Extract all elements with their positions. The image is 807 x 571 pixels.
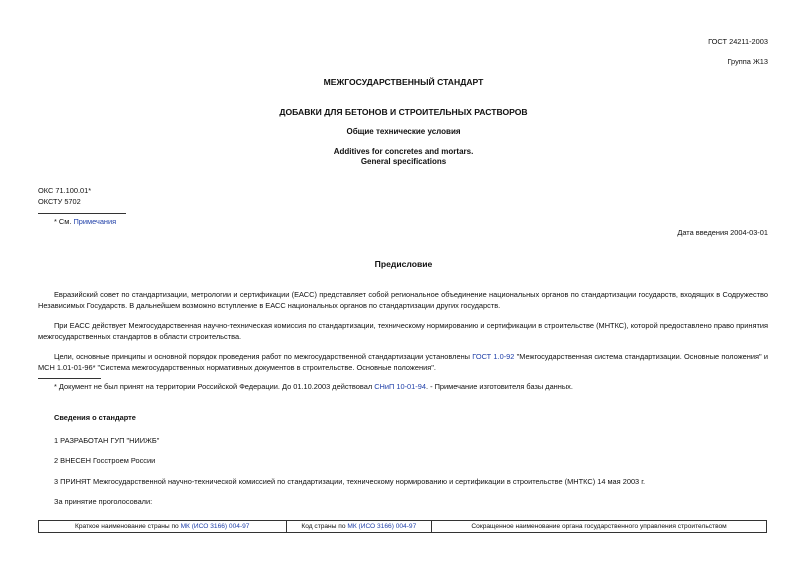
notes-link[interactable]: Примечания <box>73 217 117 226</box>
footnote-see-notes <box>54 217 116 226</box>
english-title-line1: Additives for concretes and mortars. <box>333 147 474 156</box>
introduction-date: Дата введения 2004-03-01 <box>677 228 768 237</box>
document-subtitle: Общие технические условия <box>346 127 461 136</box>
info-item-2: 2 ВНЕСЕН Госстроем России <box>54 456 156 465</box>
info-item-3: 3 ПРИНЯТ Межгосударственной научно-технической комиссией по стандартизации, техническому нормированию и сертификации в строительстве (МНТКС) 14 мая 2003 г. <box>54 477 646 486</box>
okstu-code: ОКСТУ 5702 <box>38 197 81 206</box>
database-note-text-a: * Документ не был принят на территории Российской Федерации. До 01.10.2003 действовал <box>54 382 375 391</box>
gost-number: ГОСТ 24211-2003 <box>708 37 768 46</box>
mk-iso-link-2[interactable]: МК (ИСО 3166) 004-97 <box>347 523 417 530</box>
foreword-heading: Предисловие <box>374 259 433 269</box>
foreword-p3-text-a: Цели, основные принципы и основной порядок проведения работ по межгосударственной стандартизации установлены <box>54 352 473 361</box>
document-title: ДОБАВКИ ДЛЯ БЕТОНОВ И СТРОИТЕЛЬНЫХ РАСТВОРОВ <box>279 107 528 117</box>
english-title-line2: General specifications <box>360 157 447 166</box>
snip-link[interactable]: СНиП 10-01-94 <box>374 382 426 391</box>
header-country-code-text: Код страны по <box>301 523 348 530</box>
info-heading: Сведения о стандарте <box>54 413 136 422</box>
voting-table <box>38 520 767 533</box>
foreword-paragraph-3 <box>38 351 768 373</box>
standard-type: МЕЖГОСУДАРСТВЕННЫЙ СТАНДАРТ <box>323 77 484 87</box>
mk-iso-link-1[interactable]: МК (ИСО 3166) 004-97 <box>180 523 250 530</box>
foreword-paragraph-2: При ЕАСС действует Межгосударственная научно-техническая комиссия по стандартизации, техническому нормированию и сертификации в строительстве (МНТКС), которой предоставлено право принятия межгосударственных стандартов в области строительства. <box>38 321 768 341</box>
header-country-name <box>39 521 287 533</box>
footnote-divider-2 <box>38 378 101 379</box>
voted-label: За принятие проголосовали: <box>54 497 153 506</box>
oks-code: ОКС 71.100.01* <box>38 186 92 195</box>
info-item-1: 1 РАЗРАБОТАН ГУП "НИИЖБ" <box>54 436 160 445</box>
foreword-p3-text-b: "Межгосударственная система стандартизации. Основные положения" и МСН 1.01-01-96* "Система межгосударственных нормативных документов в строительстве. Основные положения". <box>38 352 768 372</box>
database-note-text-b: . - Примечание изготовителя базы данных. <box>425 382 573 391</box>
foreword-paragraph-1: Евразийский совет по стандартизации, метрологии и сертификации (ЕАСС) представляет собой региональное объединение национальных органов по стандартизации государств, входящих в Содружество Независимых Государств. В дальнейшем возможно вступление в ЕАСС национальных органов по стандартизации других государств. <box>38 290 768 310</box>
group-code: Группа Ж13 <box>727 57 768 66</box>
footnote-prefix: * См. <box>54 217 74 226</box>
header-country-code <box>286 521 432 533</box>
database-note <box>54 382 573 391</box>
table-header-row <box>39 521 767 533</box>
header-authority-name: Сокращенное наименование органа государственного управления строительством <box>432 521 767 533</box>
footnote-divider <box>38 213 126 214</box>
gost-1-0-92-link[interactable]: ГОСТ 1.0-92 <box>472 352 515 361</box>
header-country-name-text: Краткое наименование страны по <box>75 523 181 530</box>
